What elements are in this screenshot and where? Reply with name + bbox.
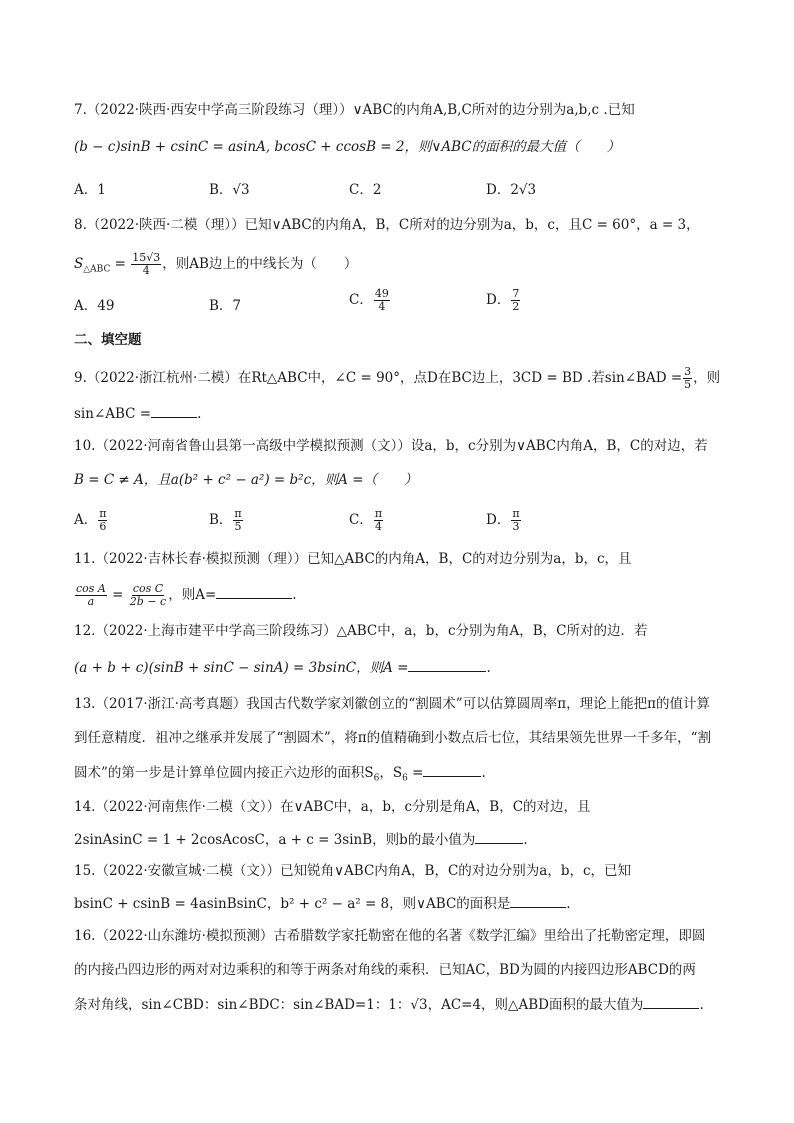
q8-option-c <box>349 288 391 313</box>
q10-option-c-num: π <box>374 507 383 520</box>
q10-line2: B = C ≠ A，且a(b² + c² − a²) = b²c，则A =（ ） <box>74 472 418 488</box>
q8-area-fraction <box>131 252 161 277</box>
q8-area-subscript: △ABC <box>83 264 111 275</box>
q9-line1-text: 9.（2022·浙江杭州·二模）在Rt△ABC中，∠C = 90°，点D在BC边上，3CD = BD .若sin∠BAD = <box>74 370 683 386</box>
q10-option-a-den: 6 <box>99 520 107 533</box>
q11-line2-rest: ，则A= <box>168 587 217 603</box>
q14-line2 <box>74 829 724 850</box>
q10-option-d-den: 3 <box>512 520 520 533</box>
q13-line3 <box>74 762 724 789</box>
q10-line1: 10.（2022·河南省鲁山县第一高级中学模拟预测（文））设a，b，c分别为∨ABC内角A，B，C的对边，若 <box>74 438 708 454</box>
q15-line1: 15.（2022·安徽宣城·二模（文））已知锐角∨ABC内角A，B，C的对边分别为a，b，c，已知 <box>74 863 632 879</box>
q10-option-d-fraction <box>511 508 520 533</box>
q16-line3-text: 条对角线，sin∠CBD：sin∠BDC：sin∠BAD=1：1：√3，AC=4，则△ABD面积的最大值为 <box>74 997 644 1013</box>
q15-line2-end: . <box>566 896 571 912</box>
q7-option-b: B．√3 <box>209 182 250 198</box>
q10-option-c-den: 4 <box>374 520 382 533</box>
q11-line1: 11.（2022·吉林长春·模拟预测（理））已知△ABC的内角A，B，C的对边分别为a，b，c，且 <box>74 551 632 567</box>
q13-line3-eq: = <box>407 765 424 781</box>
q15-line2-text: bsinC + csinB = 4asinBsinC，b² + c² − a² = 8，则∨ABC的面积是 <box>74 896 511 912</box>
q7-line1: 7.（2022·陕西·西安中学高三阶段练习（理））∨ABC的内角A,B,C所对的边分别为a,b,c .已知 <box>74 102 635 118</box>
q10-option-b <box>209 508 244 533</box>
q11-fraction-left <box>75 583 107 608</box>
q7-line2: (b − c)sinB + csinC = asinA, bcosC + ccosB = 2，则∨ABC的面积的最大值（ ） <box>74 139 621 155</box>
q7-option-d: D．2√3 <box>486 182 537 198</box>
q13-line3-text: 圆术”的第一步是计算单位圆内接正六边形的面积S <box>74 765 374 781</box>
q8-area-denominator: 4 <box>142 264 150 277</box>
q10-option-d-num: π <box>512 507 520 520</box>
q12-answer-blank[interactable] <box>408 657 486 672</box>
q14-line2-text: 2sinAsinC = 1 + 2cosAcosC，a + c = 3sinB，则b的最小值为 <box>74 832 476 848</box>
q11-answer-blank[interactable] <box>216 584 292 599</box>
q8-area-numerator: 15√3 <box>132 251 161 264</box>
q11-line2 <box>74 583 724 608</box>
q10-option-a <box>74 508 108 533</box>
q8-option-d-fraction <box>511 288 520 313</box>
q8-option-d <box>486 288 521 313</box>
q15-answer-blank[interactable] <box>510 893 566 908</box>
q12-line2-end: . <box>486 660 491 676</box>
q14-line1: 14.（2022·河南焦作·二模（文））在∨ABC中，a，b，c分别是角A，B，C的对边，且 <box>74 799 591 815</box>
q8-option-c-prefix: C． <box>349 292 373 308</box>
q12-line2-text: (a + b + c)(sinB + sinC − sinA) = 3bsinC，则A = <box>74 660 409 676</box>
q9-line2-text: sin∠ABC = <box>74 406 152 422</box>
q11-line2-end: . <box>292 587 297 603</box>
q15-line2 <box>74 893 724 914</box>
q9-fraction-num: 3 <box>684 365 692 378</box>
q8-option-c-den: 4 <box>378 300 386 313</box>
q10-option-c-fraction <box>374 508 383 533</box>
q8-line2-rest: ，则AB边上的中线长为（ ） <box>162 256 358 272</box>
q11-equals: = <box>112 587 124 603</box>
q10-option-b-num: π <box>234 507 242 520</box>
q11-fraction-left-num: cos A <box>76 582 106 595</box>
q8-line2 <box>74 252 724 280</box>
q8-option-d-den: 2 <box>512 300 520 313</box>
q9-line2 <box>74 403 724 424</box>
q8-option-d-prefix: D． <box>486 292 511 308</box>
q13-subscript-2: 6 <box>402 773 408 784</box>
q16-line3 <box>74 994 724 1015</box>
q16-line3-end: . <box>699 997 704 1013</box>
q9-line1 <box>74 366 724 391</box>
q10-option-b-prefix: B． <box>209 512 233 528</box>
q9-answer-blank[interactable] <box>151 403 197 418</box>
q11-fraction-right-den: 2b − c <box>129 595 167 608</box>
q8-area-symbol: S <box>74 256 84 272</box>
q13-answer-blank[interactable] <box>423 762 481 777</box>
q10-option-c <box>349 508 384 533</box>
q13-subscript-1: 6 <box>373 773 380 784</box>
q10-option-b-den: 5 <box>234 520 242 533</box>
q8-option-c-num: 49 <box>374 287 389 300</box>
q16-line2: 的内接凸四边形的两对对边乘积的和等于两条对角线的乘积．已知AC，BD为圆的内接四边形ABCD的两 <box>74 962 696 978</box>
q9-fraction-den: 5 <box>684 378 692 391</box>
q10-option-a-fraction <box>98 508 107 533</box>
section-heading: 二、填空题 <box>74 332 142 348</box>
q11-fraction-left-den: a <box>87 595 95 608</box>
q11-fraction-right-num: cos C <box>132 582 164 595</box>
q10-option-b-fraction <box>233 508 242 533</box>
q13-line1: 13.（2017·浙江·高考真题）我国古代数学家刘徽创立的“割圆术”可以估算圆周率π，理论上能把π的值计算 <box>74 696 710 712</box>
q9-fraction <box>683 366 692 391</box>
q13-line2: 到任意精度．祖冲之继承并发展了“割圆术”，将π的值精确到小数点后七位，其结果领先世界一千多年，“割 <box>74 730 712 746</box>
q7-option-a: A．1 <box>74 182 106 198</box>
q8-option-c-fraction <box>374 288 390 313</box>
q10-option-c-prefix: C． <box>349 512 373 528</box>
q10-option-d-prefix: D． <box>486 512 511 528</box>
q7-option-c: C．2 <box>349 182 382 198</box>
q16-line1: 16.（2022·山东潍坊·模拟预测）古希腊数学家托勒密在他的名著《数学汇编》里给出了托勒密定理，即圆 <box>74 928 706 944</box>
q14-answer-blank[interactable] <box>475 829 523 844</box>
q8-line1: 8.（2022·陕西·二模（理））已知∨ABC的内角A，B，C所对的边分别为a，b，c，且C = 60°，a = 3， <box>74 217 700 233</box>
q13-line3-mid: ，S <box>379 765 403 781</box>
q10-option-d <box>486 508 522 533</box>
q10-option-a-prefix: A． <box>74 512 98 528</box>
q10-option-a-num: π <box>99 507 107 520</box>
q8-equals: = <box>114 256 126 272</box>
q11-fraction-right <box>129 583 167 608</box>
q8-option-b: B．7 <box>209 298 242 314</box>
q12-line2 <box>74 657 724 678</box>
q14-line2-end: . <box>523 832 528 848</box>
q13-line3-end: . <box>481 765 486 781</box>
q16-answer-blank[interactable] <box>643 994 699 1009</box>
q12-line1: 12.（2022·上海市建平中学高三阶段练习）△ABC中，a，b，c分别为角A，B，C所对的边．若 <box>74 623 648 639</box>
q9-line1-end: ，则 <box>693 370 721 386</box>
q8-option-a: A．49 <box>74 298 115 314</box>
q9-line2-end: . <box>197 406 202 422</box>
q8-option-d-num: 7 <box>512 287 520 300</box>
